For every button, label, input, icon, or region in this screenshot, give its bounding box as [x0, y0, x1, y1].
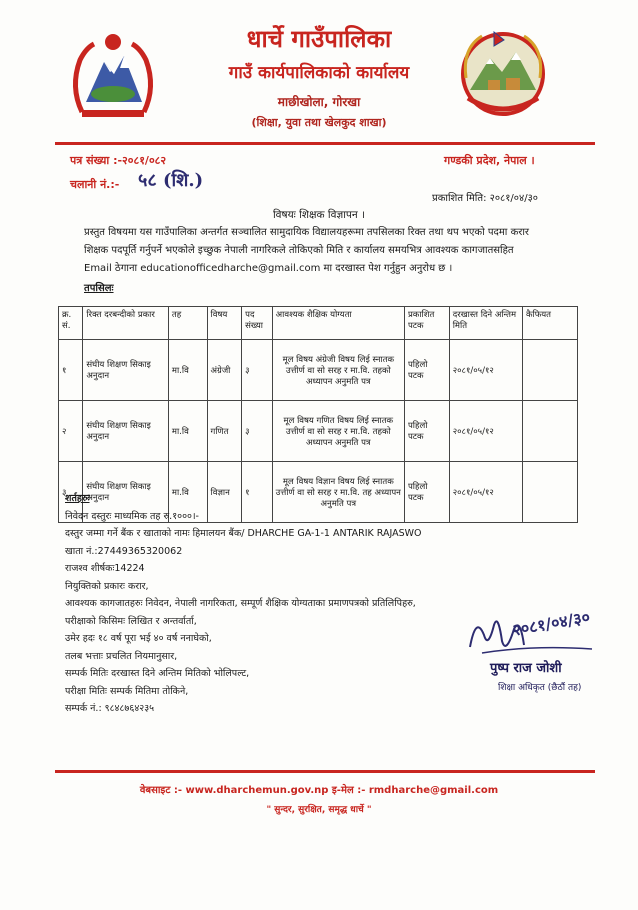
- col-header-subject: विषय: [207, 307, 242, 340]
- municipality-logo-icon: [458, 28, 548, 122]
- col-header-post-type: रिक्त दरबन्दीको प्रकार: [83, 307, 168, 340]
- cell-post-count: १: [242, 462, 273, 523]
- term-line: परीक्षा मितिः सम्पर्क मितिमा तोकिने,: [65, 685, 189, 697]
- term-line: आवश्यक कागजातहरुः निवेदन, नेपाली नागरिकता, सम्पूर्ण शैक्षिक योग्यताका प्रमाणपत्रको प्रतिलिपिहरु,: [65, 598, 416, 609]
- table-row: [59, 340, 578, 401]
- cell-post-type: संघीय शिक्षण सिकाइ अनुदान: [83, 462, 168, 523]
- footer-motto: " सुन्दर, सुरक्षित, समृद्ध धार्चे ": [266, 805, 372, 815]
- col-header-level: तह: [168, 307, 207, 340]
- cell-published-times: पहिलो पटक: [404, 401, 449, 462]
- col-header-sn: क्र. सं.: [59, 307, 83, 340]
- col-header-post-count: पद संख्या: [242, 307, 273, 340]
- table-row: [59, 401, 578, 462]
- terms-section: [65, 490, 422, 718]
- terms-heading: शर्तहरुः: [65, 493, 90, 504]
- term-line: दस्तुर जम्मा गर्ने बैंक र खाताको नामः हिमालयन बैंक/ DHARCHE GA-1-1 ANTARIK RAJASWO: [65, 528, 422, 539]
- col-header-qualification: आवश्यक शैक्षिक योग्यता: [272, 307, 404, 340]
- cell-post-type: संघीय शिक्षण सिकाइ अनुदान: [83, 340, 168, 401]
- cell-level: मा.वि: [168, 401, 207, 462]
- province-name: गण्डकी प्रदेश, नेपाल ।: [444, 154, 535, 167]
- footer-contact: वेबसाइट :- www.dharchemun.gov.np इ-मेल :- rmdharche@gmail.com: [139, 785, 499, 796]
- term-line: सम्पर्क मितिः दरखास्त दिने अन्तिम मितिको भोलिपल्ट,: [65, 668, 250, 679]
- signature-date-handwritten: २०८१/०४/३०: [511, 607, 592, 640]
- office-location: माछीखोला, गोरखा: [277, 95, 361, 109]
- term-line: राजश्व शीर्षकः14224: [65, 563, 145, 574]
- municipality-title: धार्चे गाउँपालिका: [246, 25, 392, 53]
- dispatch-number-handwritten: ५८ (शि.): [138, 170, 204, 191]
- cell-remarks: [522, 340, 577, 401]
- col-header-remarks: कैफियत: [522, 307, 577, 340]
- cell-deadline: २०८१/०५/१२: [449, 462, 522, 523]
- branch-name: (शिक्षा, युवा तथा खेलकुद शाखा): [251, 116, 387, 129]
- letter-number: पत्र संख्या :-२०८१/०८२: [70, 154, 167, 167]
- tapsil-label: तपसिलः: [84, 283, 114, 294]
- cell-subject: विज्ञान: [207, 462, 242, 523]
- header-divider: [55, 142, 595, 145]
- term-line: परीक्षाको किसिमः लिखित र अन्तर्वार्ता,: [65, 615, 197, 627]
- cell-deadline: २०८१/०५/१२: [449, 401, 522, 462]
- cell-sn: २: [59, 401, 83, 462]
- term-line: सम्पर्क नं.: ९८४८७६४२३५: [65, 703, 155, 714]
- signatory-name-stamp: पुष्प राज जोशी: [490, 661, 562, 676]
- cell-post-count: ३: [242, 401, 273, 462]
- body-paragraph: [84, 224, 584, 278]
- footer-divider: [55, 770, 595, 773]
- col-header-deadline: दरखास्त दिने अन्तिम मिति: [449, 307, 522, 340]
- cell-level: मा.वि: [168, 462, 207, 523]
- cell-remarks: [522, 401, 577, 462]
- cell-qualification: मूल विषय गणित विषय लिई स्नातक उत्तीर्ण वा सो सरह र मा.वि. तहको अध्यापन अनुमति पत्र: [272, 401, 404, 462]
- signatory-designation-stamp: शिक्षा अधिकृत (छैठौं तह): [498, 683, 582, 693]
- cell-post-count: ३: [242, 340, 273, 401]
- term-line: नियुक्तिको प्रकारः करार,: [65, 580, 149, 592]
- term-line: निवेदन दस्तुरः माध्यमिक तह रु.१०००।-: [65, 510, 199, 522]
- cell-post-type: संघीय शिक्षण सिकाइ अनुदान: [83, 401, 168, 462]
- term-line: उमेर हदः १८ वर्ष पूरा भई ४० वर्ष ननाघेको,: [65, 633, 212, 644]
- cell-subject: गणित: [207, 401, 242, 462]
- cell-sn: १: [59, 340, 83, 401]
- published-date: प्रकाशित मिति: २०८१/०४/३०: [432, 193, 538, 204]
- term-line: खाता नं.:27449365320062: [65, 545, 183, 557]
- cell-qualification: मूल विषय विज्ञान विषय लिई स्नातक उत्तीर्ण वा सो सरह र मा.वि. तह अध्यापन अनुमति पत्र: [272, 462, 404, 523]
- cell-deadline: २०८१/०५/१२: [449, 340, 522, 401]
- nepal-emblem-icon: [64, 32, 162, 122]
- table-header-row: [59, 307, 578, 340]
- cell-qualification: मूल विषय अंग्रेजी विषय लिई स्नातक उत्तीर्ण वा सो सरह र मा.वि. तहको अध्यापन अनुमति पत्र: [272, 340, 404, 401]
- body-line-1: प्रस्तुत विषयमा यस गाउँपालिका अन्तर्गत सञ्चालित सामुदायिक विद्यालयहरूमा तपसिलका रिक्त तथा थप भएको पदमा करार: [84, 227, 530, 238]
- cell-published-times: पहिलो पटक: [404, 462, 449, 523]
- cell-remarks: [522, 462, 577, 523]
- col-header-published-times: प्रकाशित पटक: [404, 307, 449, 340]
- body-line-3: Email ठेगाना educationofficedharche@gmail.com मा दरखास्त पेश गर्नुहुन अनुरोध छ ।: [84, 263, 453, 274]
- office-title: गाउँ कार्यपालिकाको कार्यालय: [228, 63, 410, 83]
- cell-level: मा.वि: [168, 340, 207, 401]
- cell-published-times: पहिलो पटक: [404, 340, 449, 401]
- term-line: तलब भत्ताः प्रचलित नियमानुसार,: [65, 650, 178, 662]
- body-line-2: शिक्षक पदपूर्ति गर्नुपर्ने भएकोले इच्छुक नेपाली नागरिकले तोकिएको मिति र कार्यालय समयभित्र आवश्यक कागजातसहित: [84, 245, 514, 256]
- cell-subject: अंग्रेजी: [207, 340, 242, 401]
- dispatch-label: चलानी नं.:-: [70, 178, 120, 191]
- subject-line: विषयः शिक्षक विज्ञापन ।: [272, 209, 366, 221]
- cell-sn: ३: [59, 462, 83, 523]
